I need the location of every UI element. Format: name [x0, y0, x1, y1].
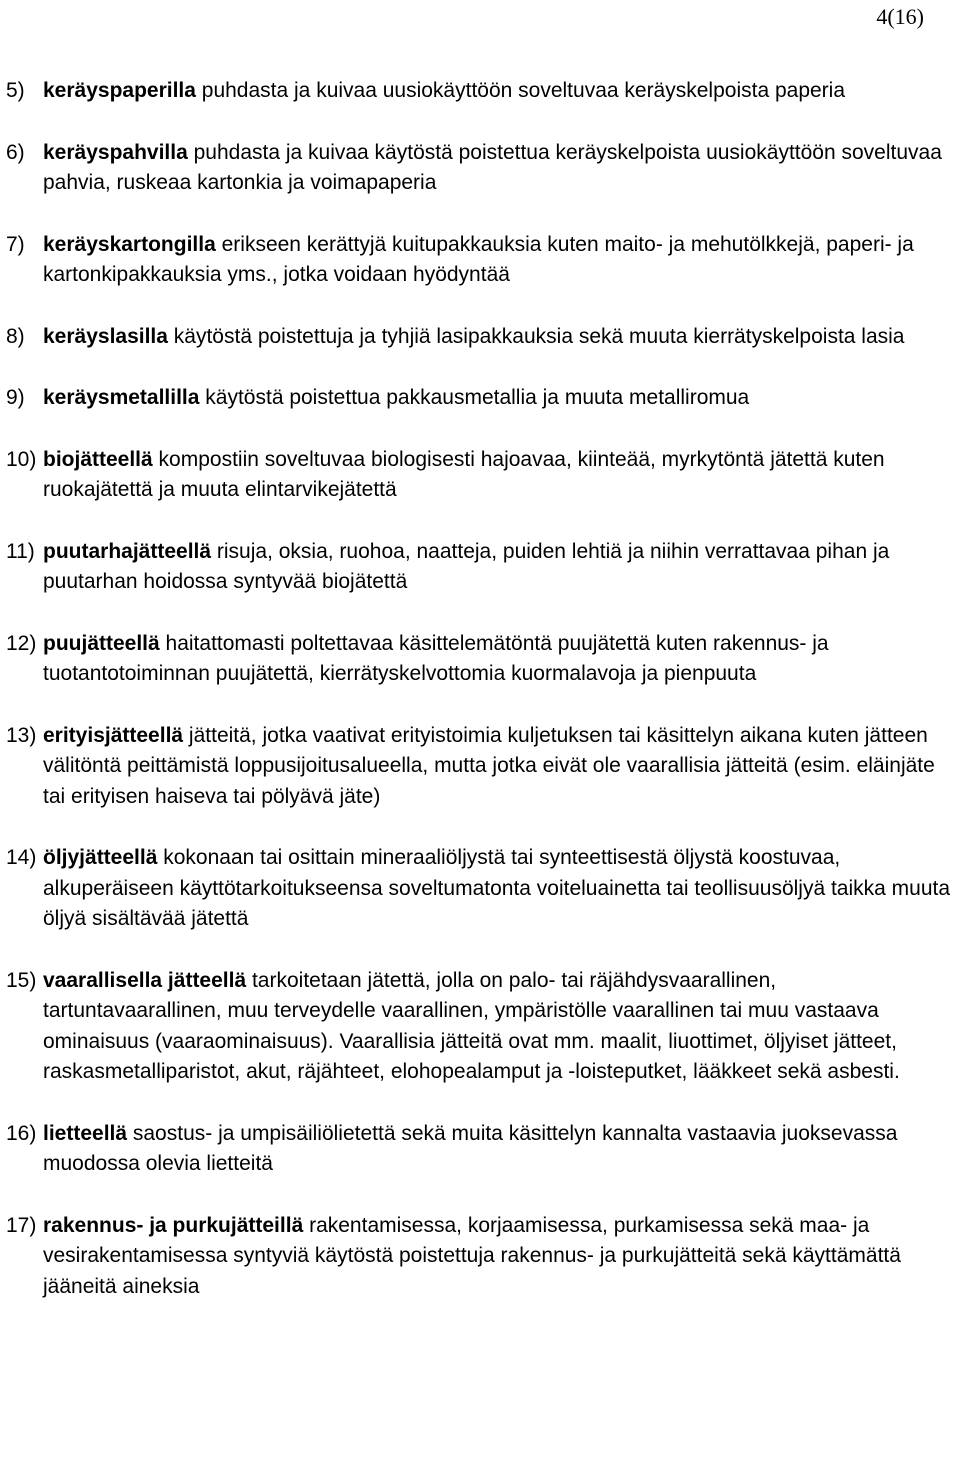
- item-term: puujätteellä: [43, 631, 160, 655]
- item-number: 14): [6, 846, 37, 869]
- item-number: 15): [6, 968, 37, 992]
- item-definition: kompostiin soveltuvaa biologisesti hajoavaa, kiinteää, myrkytöntä jätettä kuten ruokajätettä ja muuta elintarvikejätettä: [43, 447, 885, 501]
- item-number: 17): [6, 1213, 37, 1237]
- item-term: keräyspahvilla: [43, 140, 188, 164]
- item-term: keräyskartongilla: [43, 232, 216, 256]
- list-item: [6, 966, 956, 1088]
- item-definition: erikseen kerättyjä kuitupakkauksia kuten maito- ja mehutölkkejä, paperi- ja kartonkipakkauksia yms., jotka voidaan hyödyntää: [43, 232, 914, 286]
- item-term: lietteellä: [43, 1121, 128, 1145]
- item-term: biojätteellä: [43, 447, 153, 471]
- item-term: vaarallisella jätteellä: [43, 968, 247, 992]
- list-item: [6, 230, 956, 291]
- item-text: [43, 76, 956, 107]
- list-item: [6, 1211, 956, 1303]
- item-number: 8): [6, 324, 25, 348]
- item-term: erityisjätteellä: [43, 723, 184, 747]
- item-definition: puhdasta ja kuivaa uusiokäyttöön soveltuvaa keräyskelpoista paperia: [195, 79, 846, 102]
- list-item: [6, 629, 956, 690]
- item-text: [43, 230, 956, 291]
- list-item: [6, 843, 956, 935]
- item-text: [43, 966, 956, 1088]
- item-text: [43, 383, 956, 414]
- list-item: [6, 138, 956, 199]
- item-number: 10): [6, 447, 37, 471]
- item-term: rakennus- ja purkujätteillä: [43, 1213, 304, 1237]
- item-text: [43, 138, 956, 199]
- item-definition: käytöstä poistettuja ja tyhjiä lasipakkauksia sekä muuta kierrätyskelpoista lasia: [167, 324, 905, 348]
- item-definition: saostus- ja umpisäiliölietettä sekä muita käsittelyn kannalta vastaavia juoksevassa muodossa olevia lietteitä: [43, 1121, 898, 1175]
- item-number: 16): [6, 1121, 37, 1145]
- item-term: keräyspaperilla: [43, 79, 196, 102]
- list-item: [6, 76, 956, 107]
- item-definition: rakentamisessa, korjaamisessa, purkamisessa sekä maa- ja vesirakentamisessa syntyviä käytöstä poistettuja rakennus- ja purkujätteitä sekä käyttämättä jääneitä aineksia: [43, 1213, 901, 1298]
- item-text: [43, 629, 956, 690]
- item-text: [43, 721, 956, 813]
- item-definition: risuja, oksia, ruohoa, naatteja, puiden lehtiä ja niihin verrattavaa pihan ja puutarhan hoidossa syntyvää biojätettä: [43, 539, 890, 593]
- item-number: 11): [6, 539, 35, 563]
- item-definition: kokonaan tai osittain mineraaliöljystä tai synteettisestä öljystä koostuvaa, alkuperäiseen käyttötarkoitukseensa soveltumatonta voiteluainetta tai teollisuusöljyä taikka muuta öljyä sisältävää jätettä: [43, 846, 951, 930]
- item-definition: tarkoitetaan jätettä, jolla on palo- tai räjähdysvaarallinen, tartuntavaarallinen, muu terveydelle vaarallinen, ympäristölle vaarallinen tai muu vastaava ominaisuus (vaaraominaisuus). Vaarallisia jätteitä ovat mm. maalit, liuottimet, öljyiset jätteet, raskasmetalliparistot, akut, räjähteet, elohopealamput ja -loisteputket, lääkkeet sekä asbesti.: [43, 968, 900, 1083]
- list-item: [6, 721, 956, 813]
- item-text: [43, 445, 956, 506]
- item-term: öljyjätteellä: [43, 846, 158, 869]
- list-item: [6, 537, 956, 598]
- item-number: 9): [6, 386, 25, 409]
- item-text: [43, 322, 956, 353]
- list-item: [6, 322, 956, 353]
- item-definition: jätteitä, jotka vaativat erityistoimia kuljetuksen tai käsittelyn aikana kuten jätteen välitöntä peittämistä loppusijoitusalueella, mutta jotka eivät ole vaarallisia jätteitä (esim. eläinjäte tai erityisen haiseva tai pölyävä jäte): [43, 723, 935, 808]
- item-text: [43, 1119, 956, 1180]
- item-term: keräysmetallilla: [43, 386, 200, 409]
- item-definition: käytöstä poistettua pakkausmetallia ja muuta metalliromua: [199, 386, 750, 409]
- definition-list: [6, 76, 956, 1302]
- item-number: 12): [6, 631, 37, 655]
- item-definition: haitattomasti poltettavaa käsittelemätöntä puujätettä kuten rakennus- ja tuotantotoiminnan puujätettä, kierrätyskelvottomia kuormalavoja ja pienpuuta: [43, 631, 829, 685]
- list-item: [6, 1119, 956, 1180]
- item-text: [43, 843, 956, 935]
- list-item: [6, 445, 956, 506]
- item-number: 13): [6, 723, 37, 747]
- item-term: keräyslasilla: [43, 324, 168, 348]
- item-term: puutarhajätteellä: [43, 539, 212, 563]
- item-number: 7): [6, 232, 25, 256]
- item-definition: puhdasta ja kuivaa käytöstä poistettua keräyskelpoista uusiokäyttöön soveltuvaa pahvia, ruskeaa kartonkia ja voimapaperia: [43, 140, 942, 194]
- list-item: [6, 383, 956, 414]
- item-number: 6): [6, 140, 25, 164]
- page-number: 4(16): [876, 4, 924, 29]
- item-text: [43, 1211, 956, 1303]
- item-number: 5): [6, 79, 25, 102]
- item-text: [43, 537, 956, 598]
